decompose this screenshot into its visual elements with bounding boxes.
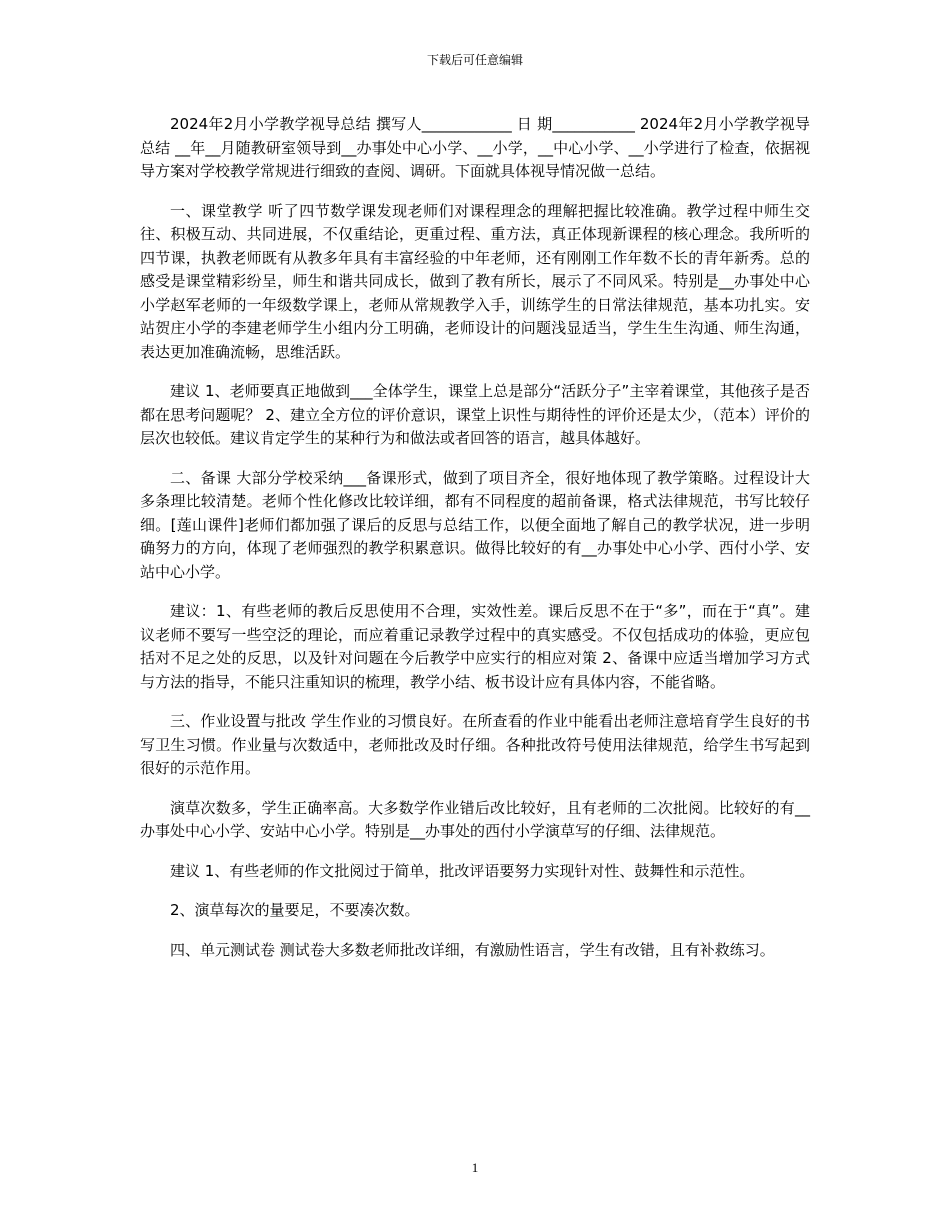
section-unit-test: 四、单元测试卷 测试卷大多数老师批改详细，有激励性语言，学生有改错，且有补救练习。 [170, 940, 775, 959]
suggestion-homework-1: 建议 1、有些老师的作文批阅过于简单，批改评语要努力实现针对性、鼓舞性和示范性。 [170, 861, 755, 880]
section-classroom-teaching: 一、课堂教学 听了四节数学课发现老师们对课程理念的理解把握比较准确。教学过程中师生交往、积极互动、共同进展，不仅重结论，更重过程、重方法，真正体现新课程的核心理念。我所听的四节课，执教老师既有从教多年具有丰富经验的中年老师，还有刚刚工作年数不长的青年新秀。总的感受是课堂精彩纷呈，师生和谐共同成长，做到了教有所长，展示了不同风采。特别是__办事处中心小学赵军老师的一年级数学课上，老师从常规教学入手，训练学生的日常法律规范，基本功扎实。安站贺庄小学的李建老师学生小组内分工明确，老师设计的问题浅显适当，学生生生沟通、师生沟通，表达更加准确流畅，思维活跃。 [140, 201, 810, 361]
page-number: 1 [471, 1160, 479, 1175]
section-lesson-preparation: 二、备课 大部分学校采纳___备课形式，做到了项目齐全，很好地体现了教学策略。过程设计大多条理比较清楚。老师个性化修改比较详细，都有不同程度的超前备课，格式法律规范，书写比较仔细。[莲山课件]老师们都加强了课后的反思与总结工作，以便全面地了解自己的教学状况，进一步明确努力的方向，体现了老师强烈的教学积累意识。做得比较好的有__办事处中心小学、西付小学、安站中心小学。 [140, 468, 810, 581]
homework-draft-paragraph: 演草次数多，学生正确率高。大多数学作业错后改比较好，且有老师的二次批阅。比较好的有__办事处中心小学、安站中心小学。特别是__办事处的西付小学演草写的仔细、法律规范。 [140, 798, 810, 840]
suggestion-classroom: 建议 1、老师要真正地做到___全体学生，课堂上总是部分“活跃分子”主宰着课堂，其他孩子是否都在思考问题呢？ 2、建立全方位的评价意识，课堂上识性与期待性的评价还是太少，（范本）评价的层次也较低。建议肯定学生的某种行为和做法或者回答的语言，越具体越好。 [140, 382, 810, 447]
suggestion-lesson-preparation: 建议：1、有些老师的教后反思使用不合理，实效性差。课后反思不在于“多”，而在于“真”。建议老师不要写一些空泛的理论，而应着重记录教学过程中的真实感受。不仅包括成功的体验，更应包括对不足之处的反思，以及针对问题在今后教学中应实行的相应对策 2、备课中应适当增加学习方式与方法的指导，不能只注重知识的梳理，教学小结、板书设计应有具体内容，不能省略。 [140, 602, 810, 691]
header-note: 下载后可任意编辑 [426, 53, 523, 67]
section-homework: 三、作业设置与批改 学生作业的习惯良好。在所查看的作业中能看出老师注意培育学生良好的书写卫生习惯。作业量与次数适中，老师批改及时仔细。各种批改符号使用法律规范，给学生书写起到很好的示范作用。 [140, 712, 810, 777]
intro-paragraph: 2024年2月小学教学视导总结 撰写人____________ 日 期___________ 2024年2月小学教学视导总结 __年__月随教研室领导到__办事处中心小学、__小学，__中心小学、__小学进行了检查，依据视导方案对学校教学常规进行细致的查阅、调研。下面就具体视导情况做一总结。 [140, 115, 810, 180]
document-body [140, 113, 810, 978]
suggestion-homework-2: 2、演草每次的量要足，不要凑次数。 [170, 901, 420, 919]
